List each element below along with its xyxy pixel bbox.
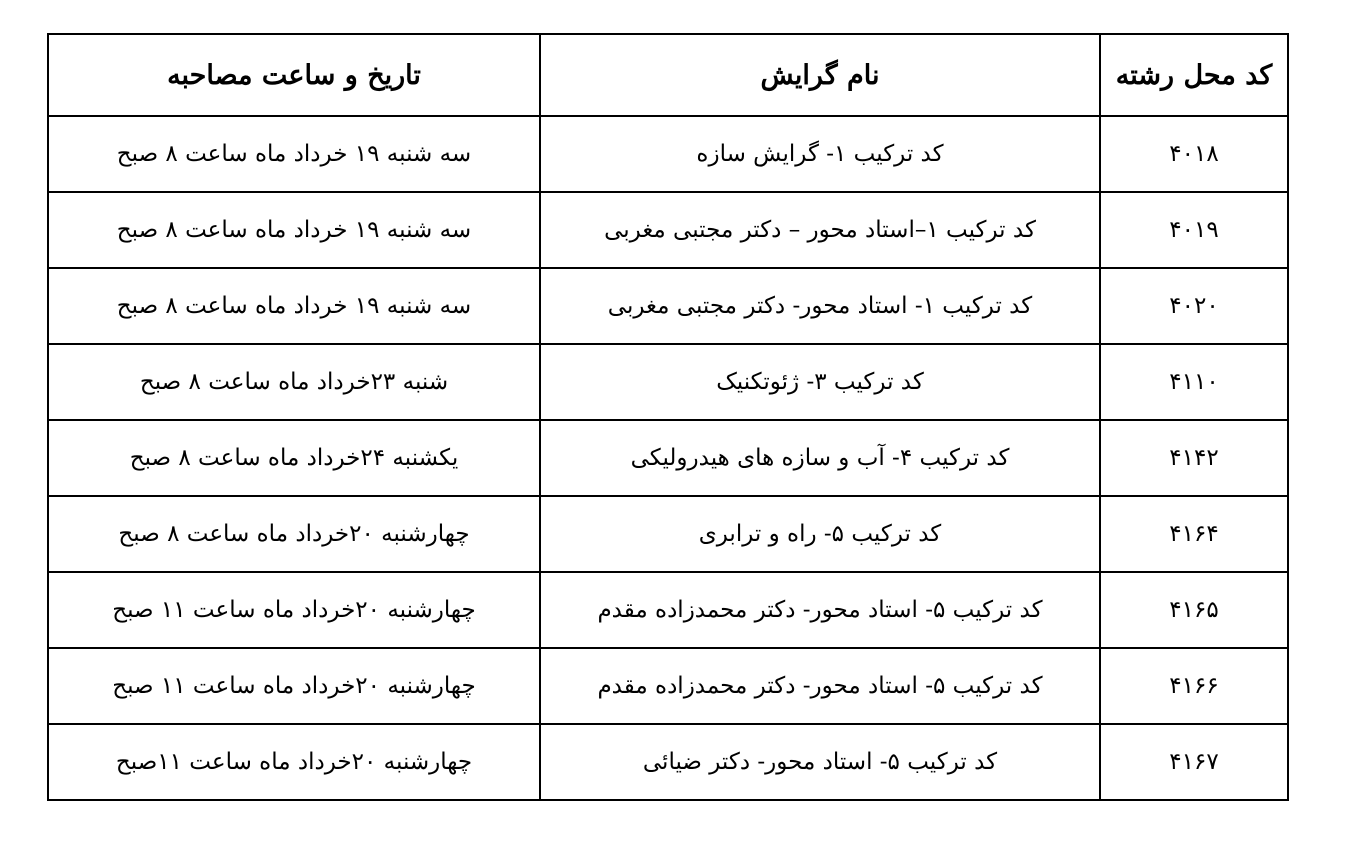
cell-datetime: شنبه ۲۳خرداد ماه ساعت ۸ صبح <box>48 344 540 420</box>
header-row <box>48 34 1288 116</box>
cell-code: ۴۱۱۰ <box>1100 344 1288 420</box>
cell-track: کد ترکیب ۱- گرایش سازه <box>540 116 1100 192</box>
table-row <box>48 268 1288 344</box>
cell-datetime: سه شنبه ۱۹ خرداد ماه ساعت ۸ صبح <box>48 268 540 344</box>
cell-track: کد ترکیب ۱- استاد محور- دکتر مجتبی مغربی <box>540 268 1100 344</box>
table-row <box>48 192 1288 268</box>
cell-code: ۴۰۲۰ <box>1100 268 1288 344</box>
table-row <box>48 420 1288 496</box>
cell-datetime: سه شنبه ۱۹ خرداد ماه ساعت ۸ صبح <box>48 192 540 268</box>
cell-track: کد ترکیب ۵- راه و ترابری <box>540 496 1100 572</box>
cell-datetime: چهارشنبه ۲۰خرداد ماه ساعت ۱۱ صبح <box>48 572 540 648</box>
table-row <box>48 648 1288 724</box>
cell-datetime: یکشنبه ۲۴خرداد ماه ساعت ۸ صبح <box>48 420 540 496</box>
cell-track: کد ترکیب ۱–استاد محور – دکتر مجتبی مغربی <box>540 192 1100 268</box>
cell-code: ۴۱۶۷ <box>1100 724 1288 800</box>
table-row <box>48 344 1288 420</box>
cell-datetime: چهارشنبه ۲۰خرداد ماه ساعت ۸ صبح <box>48 496 540 572</box>
cell-code: ۴۱۶۵ <box>1100 572 1288 648</box>
cell-track: کد ترکیب ۴- آب و سازه های هیدرولیکی <box>540 420 1100 496</box>
cell-track: کد ترکیب ۳- ژئوتکنیک <box>540 344 1100 420</box>
cell-code: ۴۰۱۸ <box>1100 116 1288 192</box>
cell-code: ۴۱۶۶ <box>1100 648 1288 724</box>
table-row <box>48 116 1288 192</box>
table-row <box>48 496 1288 572</box>
table-row <box>48 572 1288 648</box>
table-row <box>48 724 1288 800</box>
interview-schedule-table <box>47 33 1289 801</box>
cell-datetime: چهارشنبه ۲۰خرداد ماه ساعت ۱۱صبح <box>48 724 540 800</box>
cell-datetime: سه شنبه ۱۹ خرداد ماه ساعت ۸ صبح <box>48 116 540 192</box>
header-track: نام گرایش <box>540 34 1100 116</box>
header-datetime: تاریخ و ساعت مصاحبه <box>48 34 540 116</box>
cell-code: ۴۰۱۹ <box>1100 192 1288 268</box>
header-code: کد محل رشته <box>1100 34 1288 116</box>
cell-datetime: چهارشنبه ۲۰خرداد ماه ساعت ۱۱ صبح <box>48 648 540 724</box>
cell-track: کد ترکیب ۵- استاد محور- دکتر ضیائی <box>540 724 1100 800</box>
cell-code: ۴۱۴۲ <box>1100 420 1288 496</box>
cell-code: ۴۱۶۴ <box>1100 496 1288 572</box>
cell-track: کد ترکیب ۵- استاد محور- دکتر محمدزاده مقدم <box>540 572 1100 648</box>
cell-track: کد ترکیب ۵- استاد محور- دکتر محمدزاده مقدم <box>540 648 1100 724</box>
